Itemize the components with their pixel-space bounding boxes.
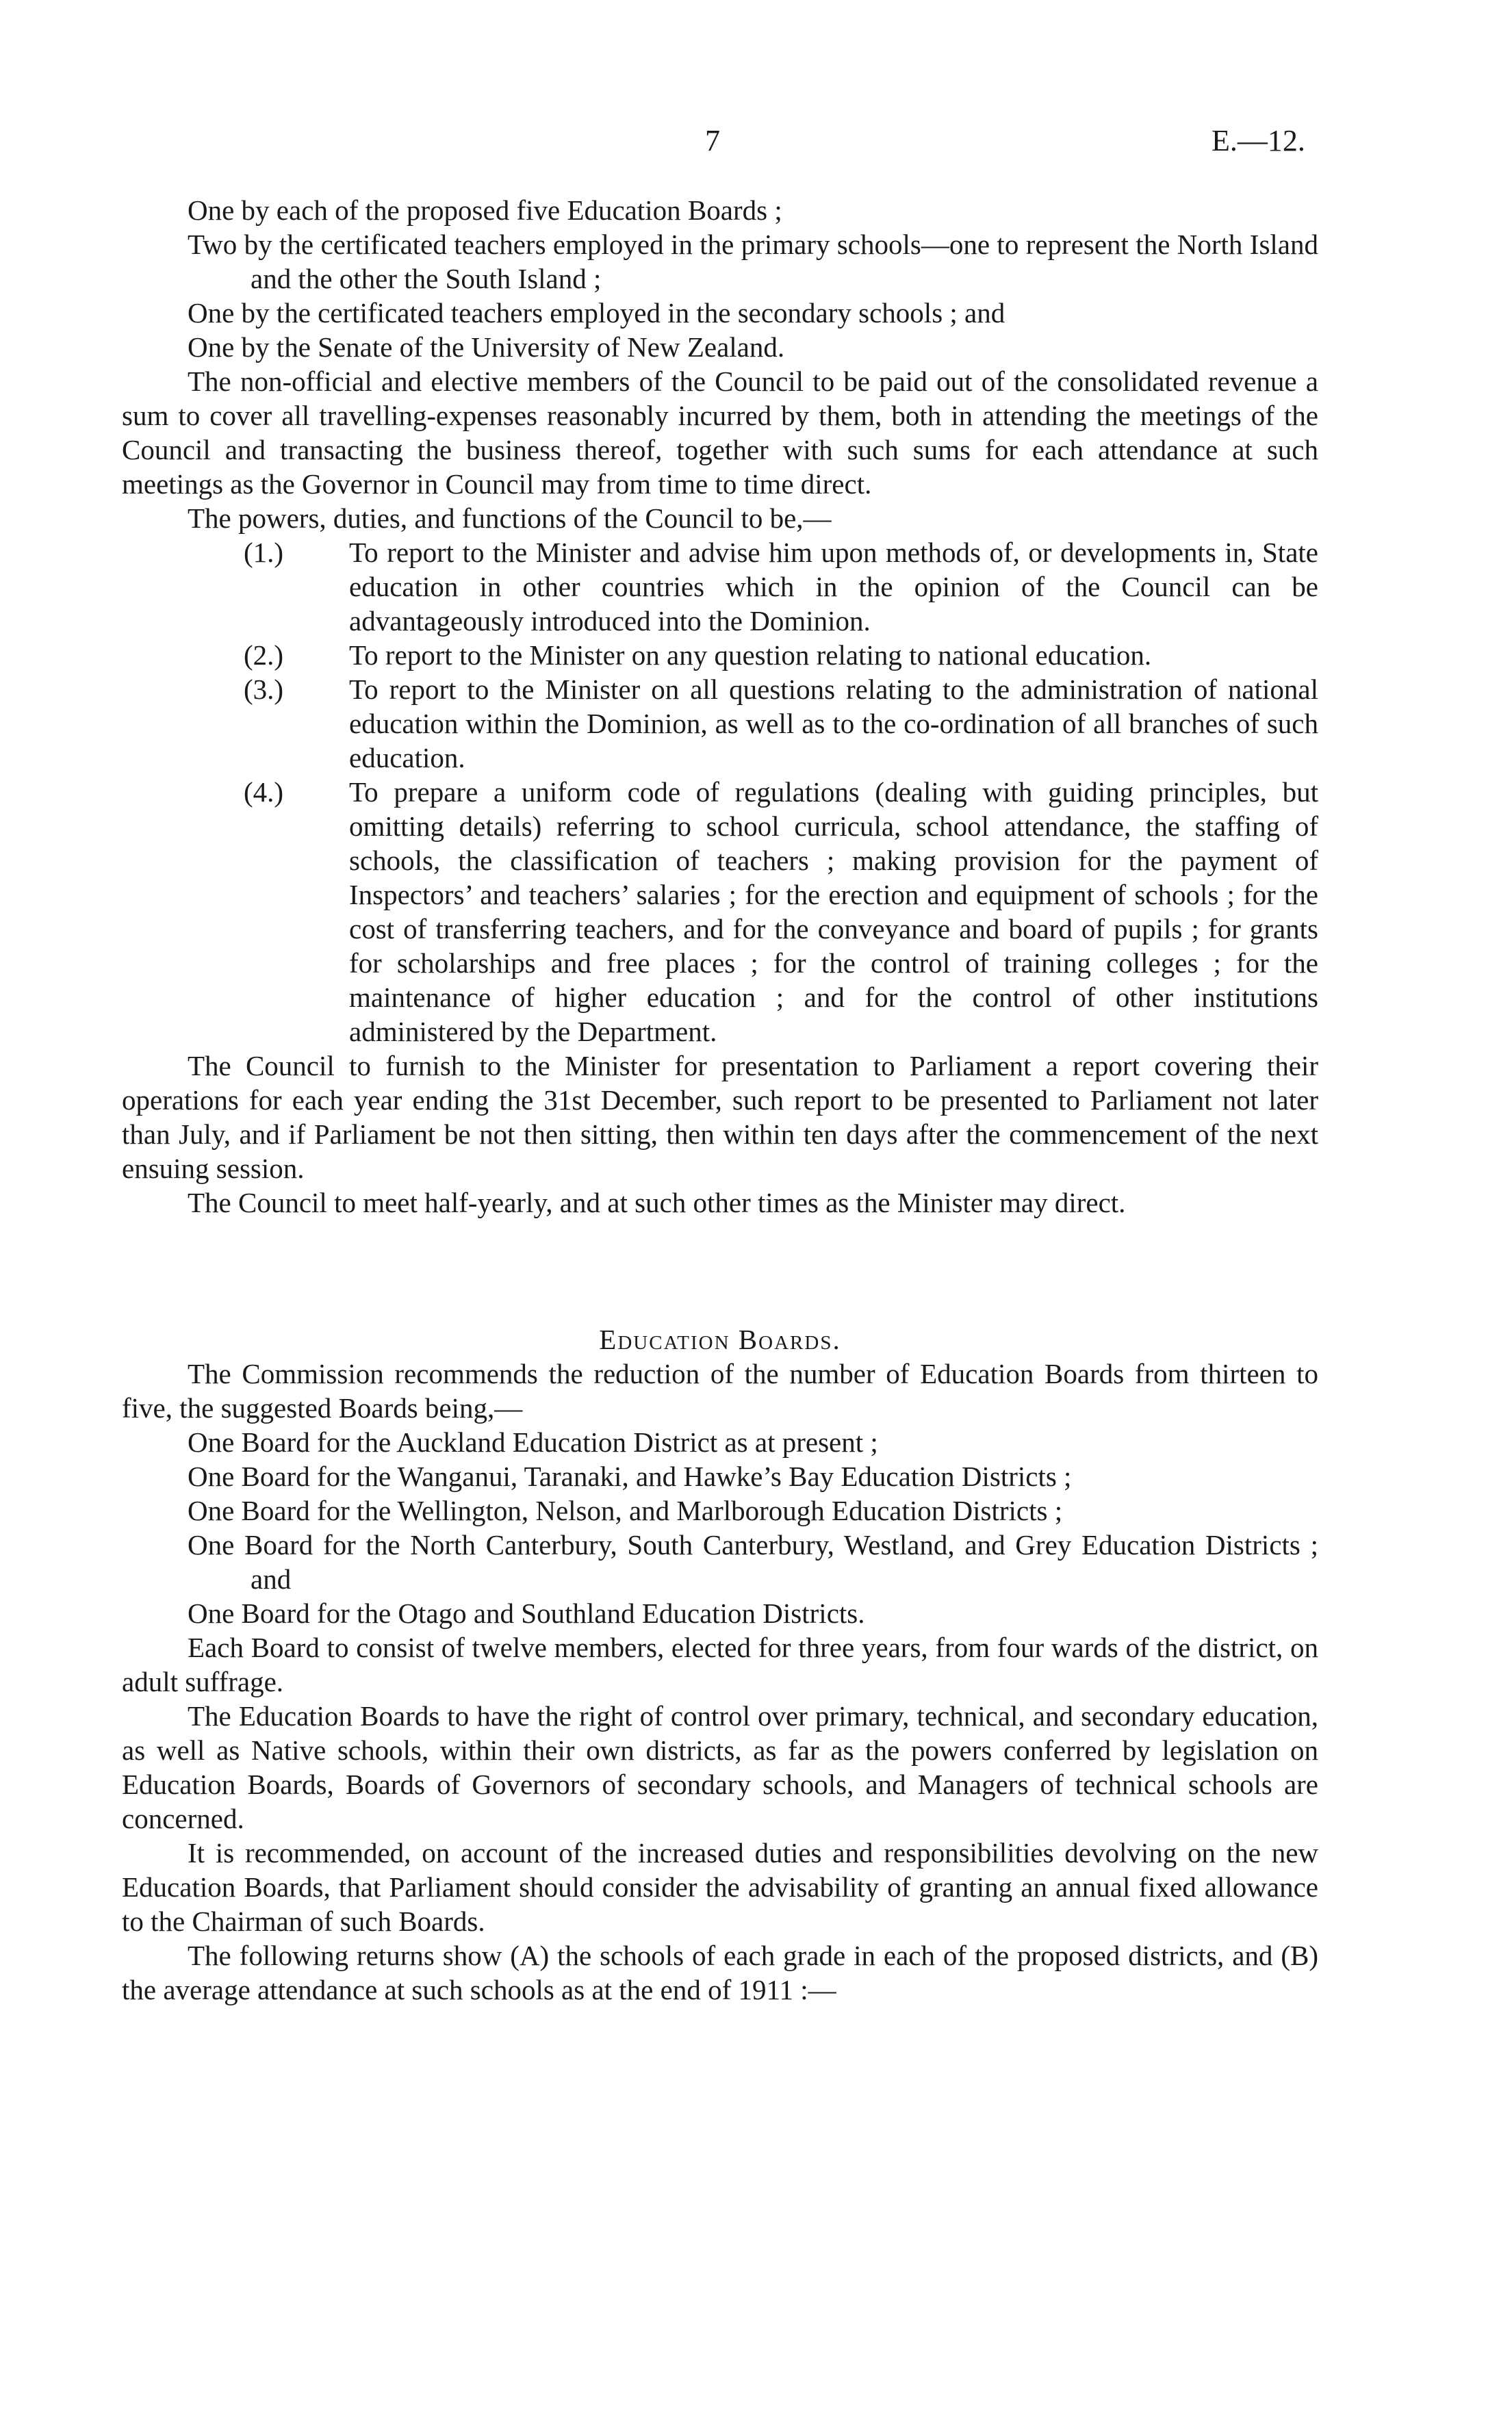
item-number: (4.) [244, 776, 284, 808]
powers-list [122, 535, 1318, 1049]
list-item: Two by the certificated teachers employed in the primary schools—one to represent the North Island and the other the South Island ; [188, 229, 1318, 294]
page-body [122, 193, 1318, 2007]
list-item: One Board for the Auckland Education District as at present ; [188, 1426, 878, 1458]
council-members-list [122, 193, 1318, 364]
item-number: (1.) [244, 537, 284, 568]
list-item: One Board for the North Canterbury, South Canterbury, Westland, and Grey Education Districts ; and [188, 1529, 1318, 1595]
list-item [122, 638, 1318, 672]
list-item: One by the Senate of the University of New Zealand. [188, 331, 785, 363]
list-item: One by the certificated teachers employed in the secondary schools ; and [188, 297, 1005, 329]
list-item: One by each of the proposed five Education Boards ; [188, 194, 782, 226]
paragraph-chairman-allowance: It is recommended, on account of the increased duties and responsibilities devolving on the new Education Boards, that Parliament should consider the advisability of granting an annual fixed allowance to the Chairman of such Boards. [122, 1837, 1318, 1937]
section-heading: Education Boards. [599, 1324, 841, 1355]
page-header [0, 123, 1512, 164]
item-text: To prepare a uniform code of regulations (dealing with guiding principles, but omitting details) referring to school curricula, school attendance, the staffing of schools, the classification of teachers ; making provision for the payment of Inspectors’ and teachers’ salaries ; for the erection and equipment of schools ; for the cost of transferring teachers, and for the conveyance and board of pupils ; for grants for scholarships and free places ; for the control of training colleges ; for the maintenance of higher education ; and for the control of other institutions administered by the Department. [349, 776, 1318, 1047]
list-item [122, 535, 1318, 638]
paragraph-powers-intro: The powers, duties, and functions of the Council to be,— [188, 502, 832, 534]
item-text: To report to the Minister on any question relating to national education. [349, 639, 1152, 671]
list-item: One Board for the Wanganui, Taranaki, and Hawke’s Bay Education Districts ; [188, 1461, 1072, 1492]
item-text: To report to the Minister and advise him upon methods of, or developments in, State education in other countries which in the opinion of the Council can be advantageously introduced into the Dominion. [349, 537, 1318, 637]
list-item [122, 775, 1318, 1049]
paragraph-commission: The Commission recommends the reduction of the number of Education Boards from thirteen to five, the suggested Boards being,— [122, 1358, 1318, 1424]
list-item: One Board for the Otago and Southland Education Districts. [188, 1598, 865, 1629]
item-number: (3.) [244, 673, 284, 705]
paragraph-nonofficial-members: The non-official and elective members of the Council to be paid out of the consolidated revenue a sum to cover all travelling-expenses reasonably incurred by them, both in attending the meetings of the Council and transacting the business thereof, together with such sums for each attendance at such meetings as the Governor in Council may from time to time direct. [122, 365, 1318, 500]
boards-list [122, 1425, 1318, 1630]
paragraph-board-control: The Education Boards to have the right of control over primary, technical, and secondary education, as well as Native schools, within their own districts, as far as the powers conferred by legislation on Education Boards, Boards of Governors of secondary schools, and Managers of technical schools are concerned. [122, 1700, 1318, 1834]
page-number: 7 [705, 124, 720, 157]
item-text: To report to the Minister on all questions relating to the administration of national education within the Dominion, as well as to the co-ordination of all branches of such education. [349, 673, 1318, 773]
item-number: (2.) [244, 639, 284, 671]
paragraph-annual-report: The Council to furnish to the Minister for presentation to Parliament a report covering their operations for each year ending the 31st December, such report to be presented to Parliament not later than July, and if Parliament be not then sitting, then within ten days after the commencement of the next ensuing session. [122, 1050, 1318, 1184]
paragraph-meetings: The Council to meet half-yearly, and at such other times as the Minister may direct. [188, 1187, 1126, 1218]
list-item: One Board for the Wellington, Nelson, and Marlborough Education Districts ; [188, 1495, 1063, 1526]
document-reference: E.—12. [1212, 124, 1305, 157]
paragraph-board-composition: Each Board to consist of twelve members, elected for three years, from four wards of the district, on adult suffrage. [122, 1632, 1318, 1697]
paragraph-returns: The following returns show (A) the schools of each grade in each of the proposed districts, and (B) the average attendance at such schools as at the end of 1911 :— [122, 1940, 1318, 2005]
list-item [122, 672, 1318, 775]
